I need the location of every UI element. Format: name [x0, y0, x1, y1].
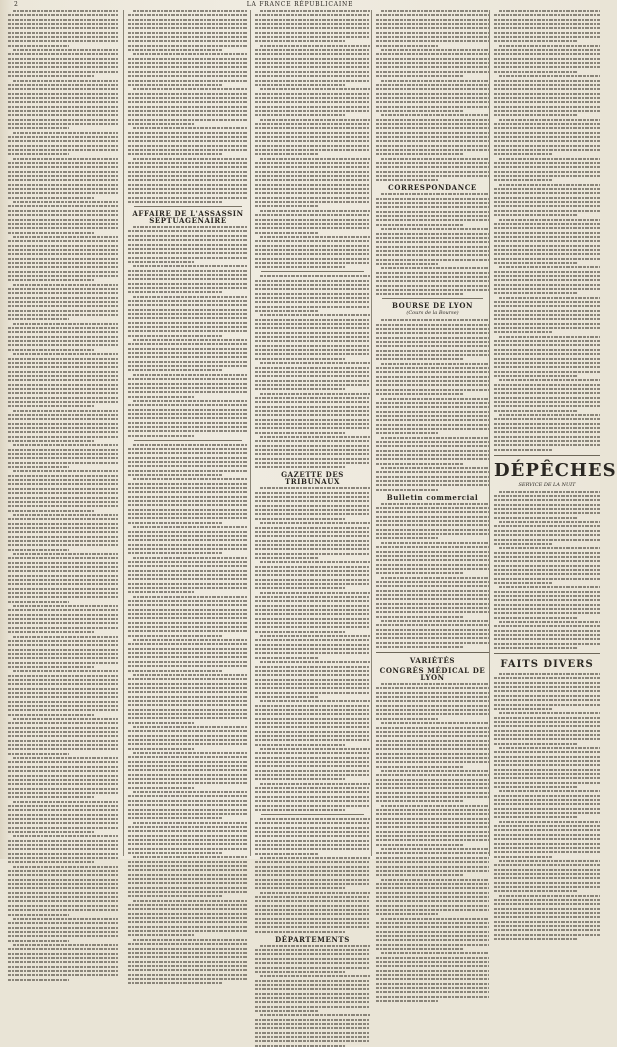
heading-congres: CONGRÈS MÉDICAL DE LYON [379, 666, 486, 683]
text-paragraph [128, 53, 248, 85]
text-paragraph [8, 553, 118, 603]
text-paragraph [494, 712, 600, 744]
text-paragraph [8, 201, 118, 233]
text-paragraph [376, 879, 489, 916]
text-paragraph [494, 266, 600, 294]
text-paragraph [494, 521, 600, 545]
text-paragraph [494, 75, 600, 116]
text-paragraph [255, 661, 370, 698]
text-paragraph [8, 49, 118, 77]
text-paragraph [376, 158, 489, 182]
text-paragraph [255, 119, 370, 156]
text-paragraph [494, 184, 600, 216]
text-paragraph [376, 683, 489, 720]
text-paragraph [494, 119, 600, 156]
text-paragraph [255, 857, 370, 889]
page-number: 2 [14, 1, 19, 8]
heading-gazette: GAZETTE DES TRIBUNAUX [281, 470, 344, 487]
text-paragraph [8, 944, 118, 981]
text-paragraph [255, 945, 370, 973]
masthead [0, 1, 600, 10]
text-paragraph [8, 132, 118, 156]
text-paragraph [494, 10, 600, 42]
column-3 [250, 10, 370, 944]
text-paragraph [8, 636, 118, 668]
text-paragraph [494, 790, 600, 818]
text-paragraph [128, 900, 248, 937]
divider-rule [134, 440, 242, 441]
text-paragraph [376, 542, 489, 574]
text-paragraph [8, 605, 118, 633]
text-paragraph [255, 436, 370, 468]
text-paragraph [494, 45, 600, 73]
text-paragraph [128, 158, 248, 203]
text-paragraph [8, 718, 118, 755]
text-paragraph [255, 158, 370, 208]
text-paragraph [8, 757, 118, 798]
masthead-title: LA FRANCE RÉPUBLICAINE [246, 1, 354, 8]
text-paragraph [128, 226, 248, 263]
text-paragraph [376, 437, 489, 465]
heading-bulletin: Bulletin commercial [386, 492, 479, 502]
text-paragraph [128, 296, 248, 337]
text-paragraph [376, 577, 489, 618]
heading-bourse: BOURSE DE LYON [391, 301, 474, 311]
text-paragraph [376, 620, 489, 648]
text-paragraph [128, 791, 248, 819]
heading-affaire: AFFAIRE DE L'ASSASSIN SEPTUAGENAIRE [132, 209, 244, 226]
divider-rule [494, 455, 600, 456]
text-paragraph [255, 818, 370, 855]
text-paragraph [494, 547, 600, 584]
bourse-subtitle: (Cours de la Bourse) [406, 310, 459, 317]
column-5 [489, 10, 617, 856]
text-paragraph [255, 522, 370, 559]
text-paragraph [8, 444, 118, 468]
text-paragraph [128, 339, 248, 371]
text-paragraph [8, 918, 118, 942]
text-paragraph [128, 10, 248, 51]
text-paragraph [128, 639, 248, 671]
text-paragraph [128, 374, 248, 398]
text-paragraph [128, 557, 248, 594]
text-paragraph [128, 127, 248, 155]
text-paragraph [255, 975, 370, 1012]
text-paragraph [128, 726, 248, 750]
text-paragraph [376, 503, 489, 540]
divider-rule [376, 652, 489, 653]
text-paragraph [376, 805, 489, 846]
column-2 [123, 10, 248, 856]
text-paragraph [255, 236, 370, 268]
text-paragraph [128, 752, 248, 789]
text-paragraph [376, 49, 489, 77]
text-paragraph [376, 228, 489, 265]
text-paragraph [494, 621, 600, 649]
text-paragraph [128, 444, 248, 476]
text-paragraph [376, 398, 489, 435]
text-paragraph [494, 158, 600, 182]
text-paragraph [255, 45, 370, 86]
text-paragraph [128, 478, 248, 523]
text-paragraph [8, 514, 118, 551]
text-paragraph [255, 487, 370, 519]
text-paragraph [8, 284, 118, 321]
text-paragraph [376, 80, 489, 112]
heading-depeches: DÉPÊCHES [494, 459, 617, 481]
text-paragraph [8, 410, 118, 442]
divider-rule [261, 814, 364, 815]
heading-departements: DÉPARTEMENTS [275, 934, 350, 944]
text-paragraph [128, 400, 248, 437]
text-paragraph [128, 674, 248, 724]
text-paragraph [255, 561, 370, 589]
text-paragraph [8, 80, 118, 130]
text-paragraph [376, 114, 489, 155]
text-paragraph [255, 892, 370, 933]
text-paragraph [494, 673, 600, 710]
text-paragraph [376, 467, 489, 491]
text-paragraph [8, 10, 118, 47]
text-paragraph [376, 952, 489, 1002]
text-paragraph [128, 265, 248, 293]
text-paragraph [376, 848, 489, 876]
text-paragraph [494, 860, 600, 892]
text-paragraph [494, 586, 600, 618]
text-paragraph [255, 592, 370, 633]
text-paragraph [255, 210, 370, 234]
text-paragraph [494, 747, 600, 788]
text-paragraph [255, 10, 370, 42]
text-paragraph [376, 267, 489, 295]
text-paragraph [494, 297, 600, 334]
depeches-subtitle: SERVICE DE LA NUIT [518, 481, 576, 488]
divider-rule [494, 653, 600, 654]
heading-varietes: VARIÉTÉS [409, 656, 456, 666]
text-paragraph [8, 236, 118, 281]
text-paragraph [128, 856, 248, 897]
heading-correspondance: CORRESPONDANCE [388, 183, 477, 193]
text-paragraph [255, 748, 370, 780]
text-paragraph [128, 88, 248, 125]
text-paragraph [376, 319, 489, 360]
text-paragraph [494, 379, 600, 411]
text-paragraph [8, 801, 118, 833]
text-paragraph [255, 88, 370, 116]
text-paragraph [494, 491, 600, 519]
divider-rule [261, 271, 364, 272]
text-paragraph [376, 363, 489, 395]
text-paragraph [255, 314, 370, 359]
divider-rule [382, 298, 483, 299]
text-paragraph [494, 414, 600, 451]
text-paragraph [128, 822, 248, 854]
heading-faits-divers: FAITS DIVERS [500, 659, 594, 671]
text-paragraph [8, 866, 118, 916]
text-paragraph [8, 158, 118, 199]
text-paragraph [494, 336, 600, 377]
text-paragraph [376, 193, 489, 225]
column-1 [8, 10, 118, 856]
text-paragraph [8, 670, 118, 715]
text-paragraph [8, 353, 118, 407]
text-paragraph [8, 835, 118, 863]
divider-rule [134, 206, 242, 207]
text-paragraph [255, 275, 370, 312]
text-paragraph [255, 362, 370, 390]
text-paragraph [376, 918, 489, 950]
text-paragraph [128, 526, 248, 554]
text-paragraph [255, 1014, 370, 1046]
text-paragraph [494, 895, 600, 940]
column-4 [371, 10, 489, 856]
text-paragraph [494, 219, 600, 264]
text-paragraph [128, 596, 248, 637]
text-paragraph [494, 821, 600, 858]
text-paragraph [255, 783, 370, 811]
text-paragraph [8, 323, 118, 351]
text-paragraph [376, 10, 489, 47]
text-paragraph [255, 700, 370, 745]
text-paragraph [255, 393, 370, 434]
text-paragraph [8, 470, 118, 511]
text-paragraph [128, 939, 248, 984]
text-paragraph [376, 722, 489, 767]
text-paragraph [376, 770, 489, 802]
text-paragraph [255, 635, 370, 659]
